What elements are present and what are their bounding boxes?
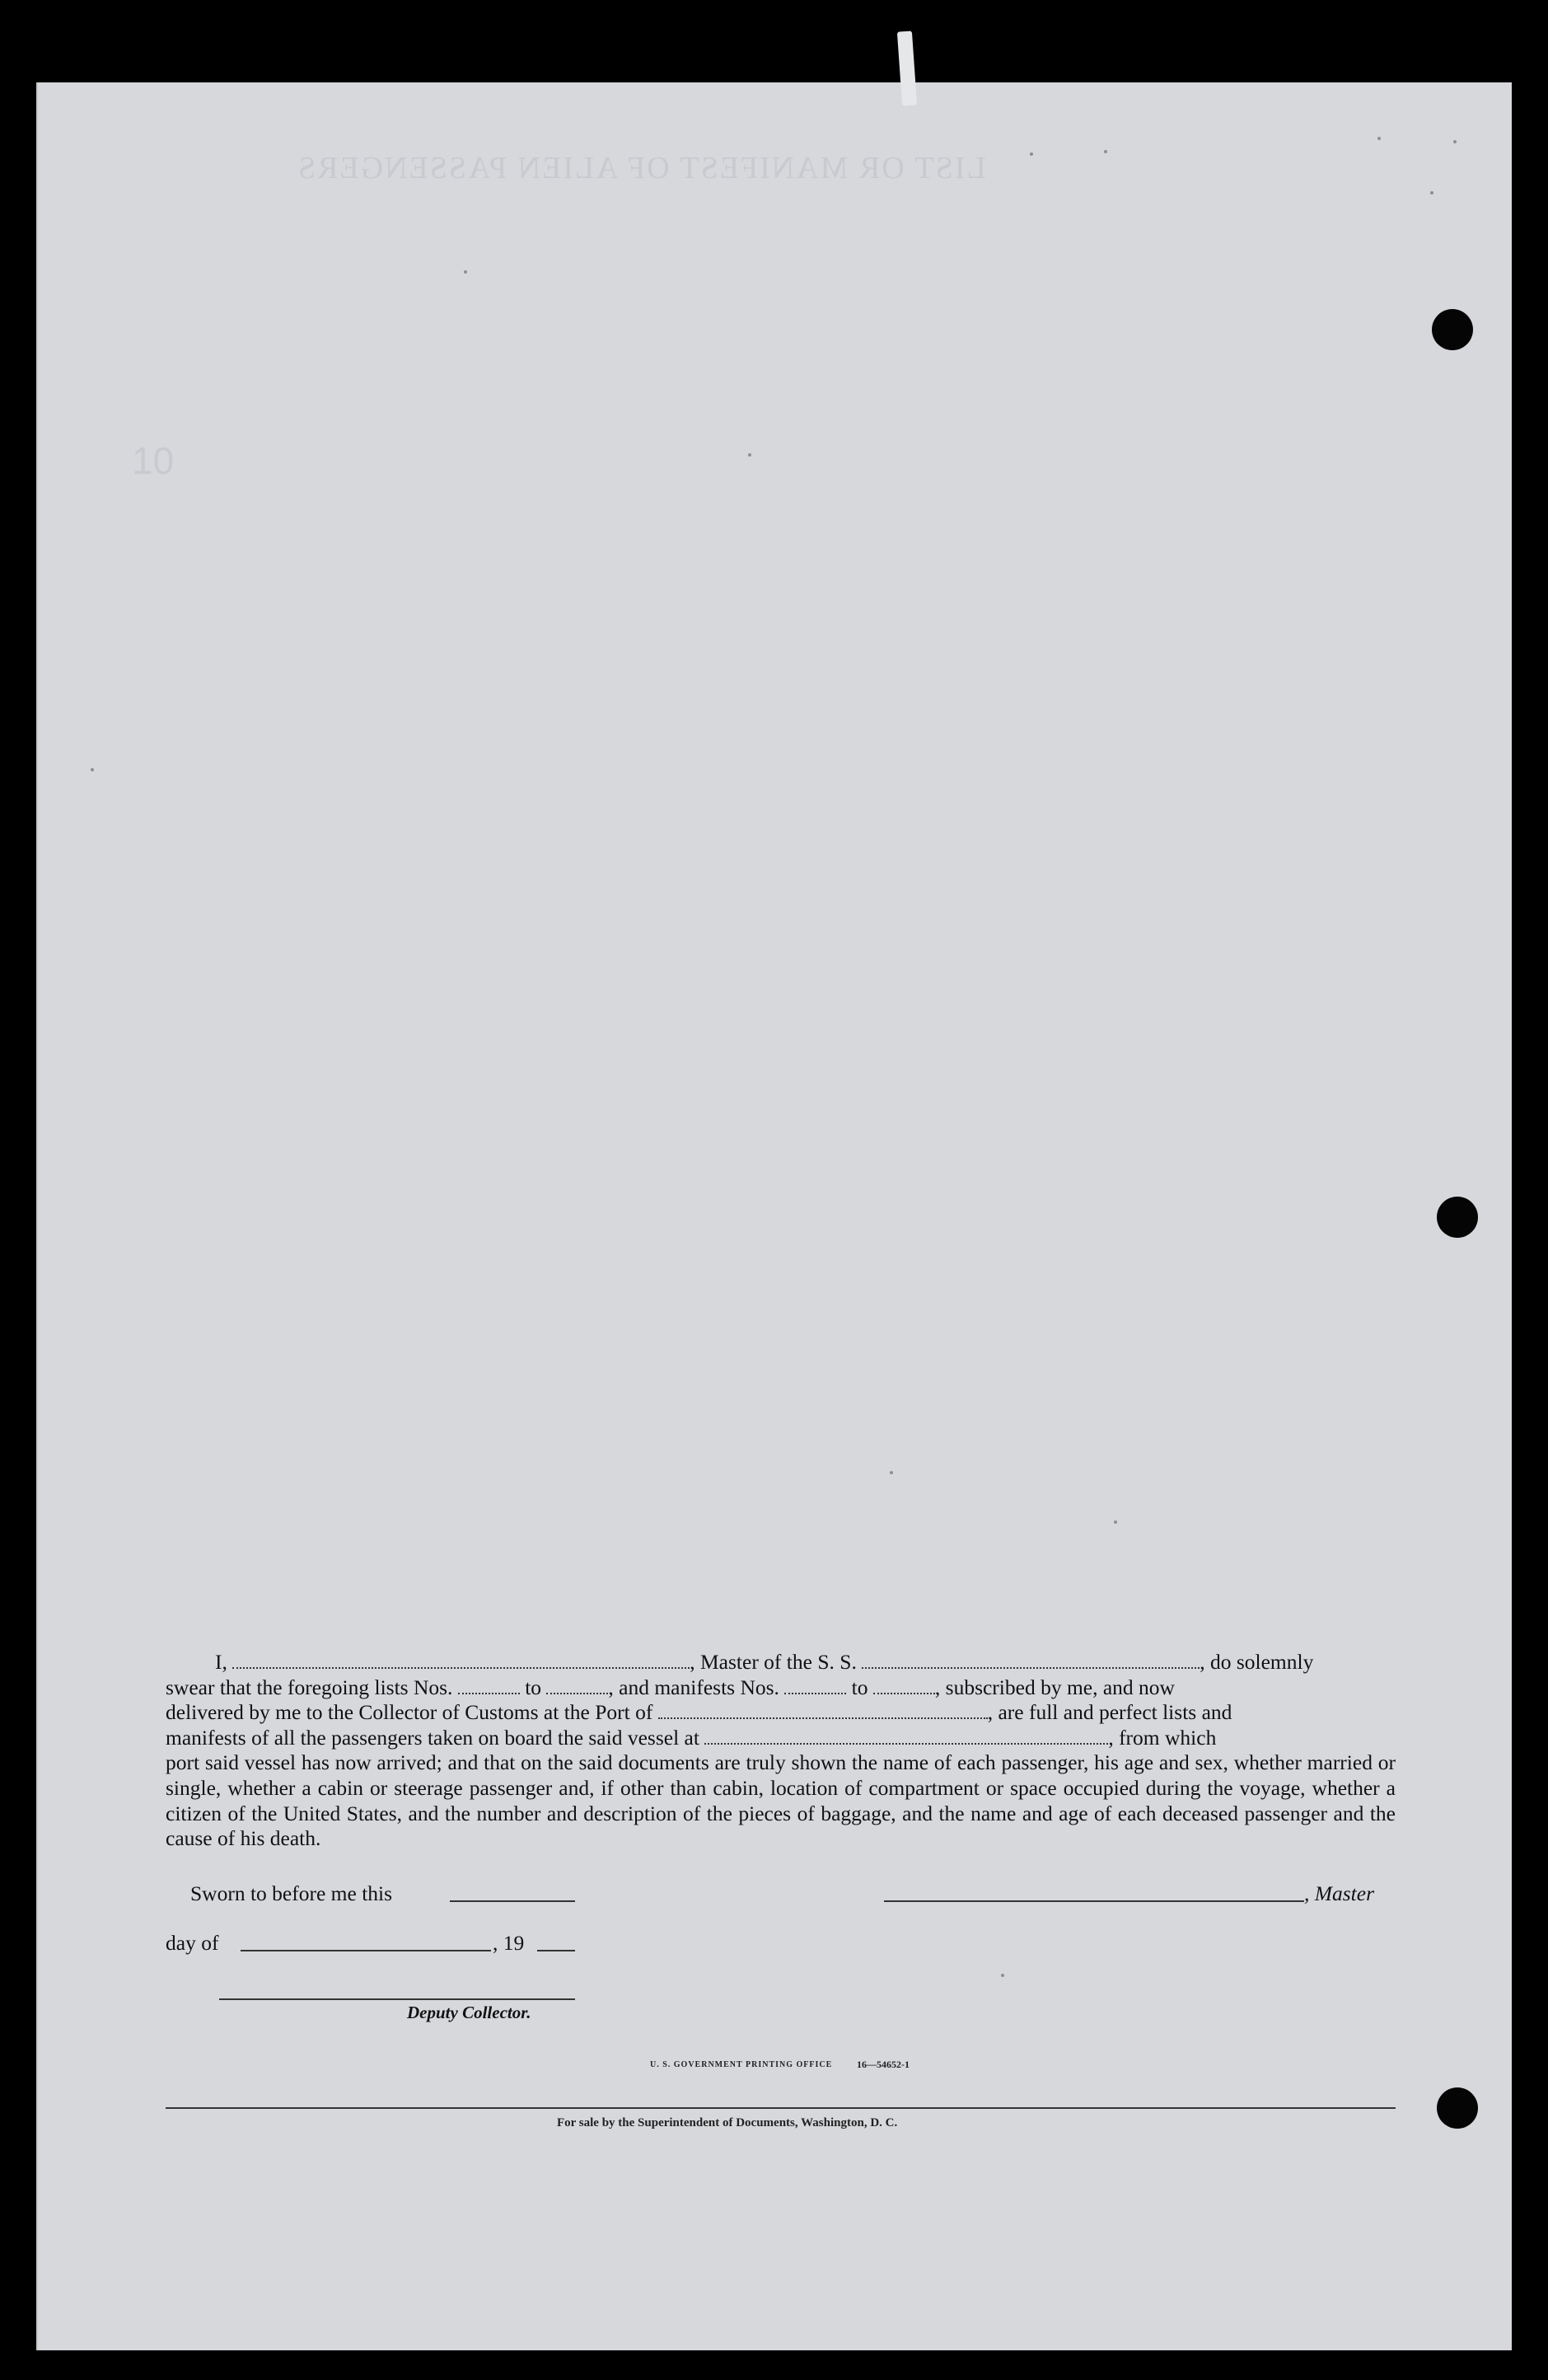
oath-subscribed: , subscribed by me, and now	[934, 1675, 1175, 1699]
oath-to-1: to	[525, 1675, 542, 1699]
sale-note: For sale by the Superintendent of Documents, Washington, D. C.	[557, 2116, 898, 2129]
year-label: , 19	[493, 1931, 525, 1955]
manifests-to-field	[873, 1678, 935, 1694]
printing-office-text: U. S. GOVERNMENT PRINTING OFFICE	[650, 2060, 833, 2069]
print-code-text: 16—54652-1	[857, 2059, 910, 2070]
master-name-field	[232, 1652, 690, 1669]
binder-hole-middle	[1437, 1197, 1478, 1238]
oath-to-2: to	[851, 1675, 868, 1699]
oath-body-text: port said vessel has now arrived; and that on the said documents are truly shown the name of each passenger, his age and sex, whether married or single, whether a cabin or steerage passenger and, if other than cabin, location of compartment or space occupied during the voyage, whether a citizen of the United States, and the number and description of the pieces of baggage, and the name and age of each deceased passenger and the cause of his death.	[166, 1750, 1396, 1851]
oath-and-manifests: , and manifests Nos.	[608, 1675, 779, 1699]
dust-speck	[1377, 137, 1381, 140]
lists-from-field	[458, 1678, 520, 1694]
day-of-label: day of	[166, 1931, 219, 1955]
oath-master-of: , Master of the S. S.	[690, 1650, 857, 1674]
dust-speck	[1001, 1974, 1004, 1977]
deputy-collector-label: Deputy Collector.	[407, 2003, 531, 2022]
lists-to-field	[546, 1678, 608, 1694]
footer-rule	[166, 2107, 1396, 2109]
oath-are-full: , are full and perfect lists and	[987, 1700, 1232, 1725]
year-line	[537, 1950, 575, 1951]
dust-speck	[890, 1471, 893, 1474]
dust-speck	[1453, 140, 1457, 143]
oath-delivered: delivered by me to the Collector of Customs at the Port of	[166, 1700, 653, 1725]
month-line	[241, 1950, 491, 1951]
show-through-heading: LIST OR MANIFEST OF ALIEN PASSENGERS	[297, 151, 986, 185]
oath-i: I,	[215, 1650, 227, 1674]
dust-speck	[748, 453, 751, 457]
oath-from-which: , from which	[1108, 1725, 1217, 1750]
master-label: , Master	[1304, 1881, 1374, 1905]
dust-speck	[1030, 152, 1033, 156]
departure-port-field	[704, 1728, 1108, 1745]
dust-speck	[464, 270, 467, 274]
dust-speck	[1430, 191, 1433, 194]
ship-name-field	[862, 1652, 1200, 1669]
dust-speck	[91, 768, 94, 771]
manifests-from-field	[784, 1678, 846, 1694]
dust-speck	[1104, 150, 1107, 153]
sworn-label: Sworn to before me this	[190, 1881, 393, 1905]
deputy-signature-line	[219, 1998, 575, 2000]
port-field	[658, 1703, 988, 1719]
oath-do-solemnly: , do solemnly	[1200, 1650, 1314, 1674]
sworn-date-line	[450, 1900, 575, 1902]
show-through-number: 10	[132, 439, 175, 482]
oath-swear: swear that the foregoing lists Nos.	[166, 1675, 453, 1699]
oath-manifests-all: manifests of all the passengers taken on board the said vessel at	[166, 1725, 699, 1750]
binder-hole-bottom	[1437, 2087, 1478, 2129]
master-signature-line	[884, 1900, 1304, 1902]
dust-speck	[1114, 1520, 1117, 1524]
document-page	[36, 82, 1512, 2350]
oath-paragraph	[166, 1650, 1396, 1852]
binder-hole-top	[1432, 309, 1473, 350]
